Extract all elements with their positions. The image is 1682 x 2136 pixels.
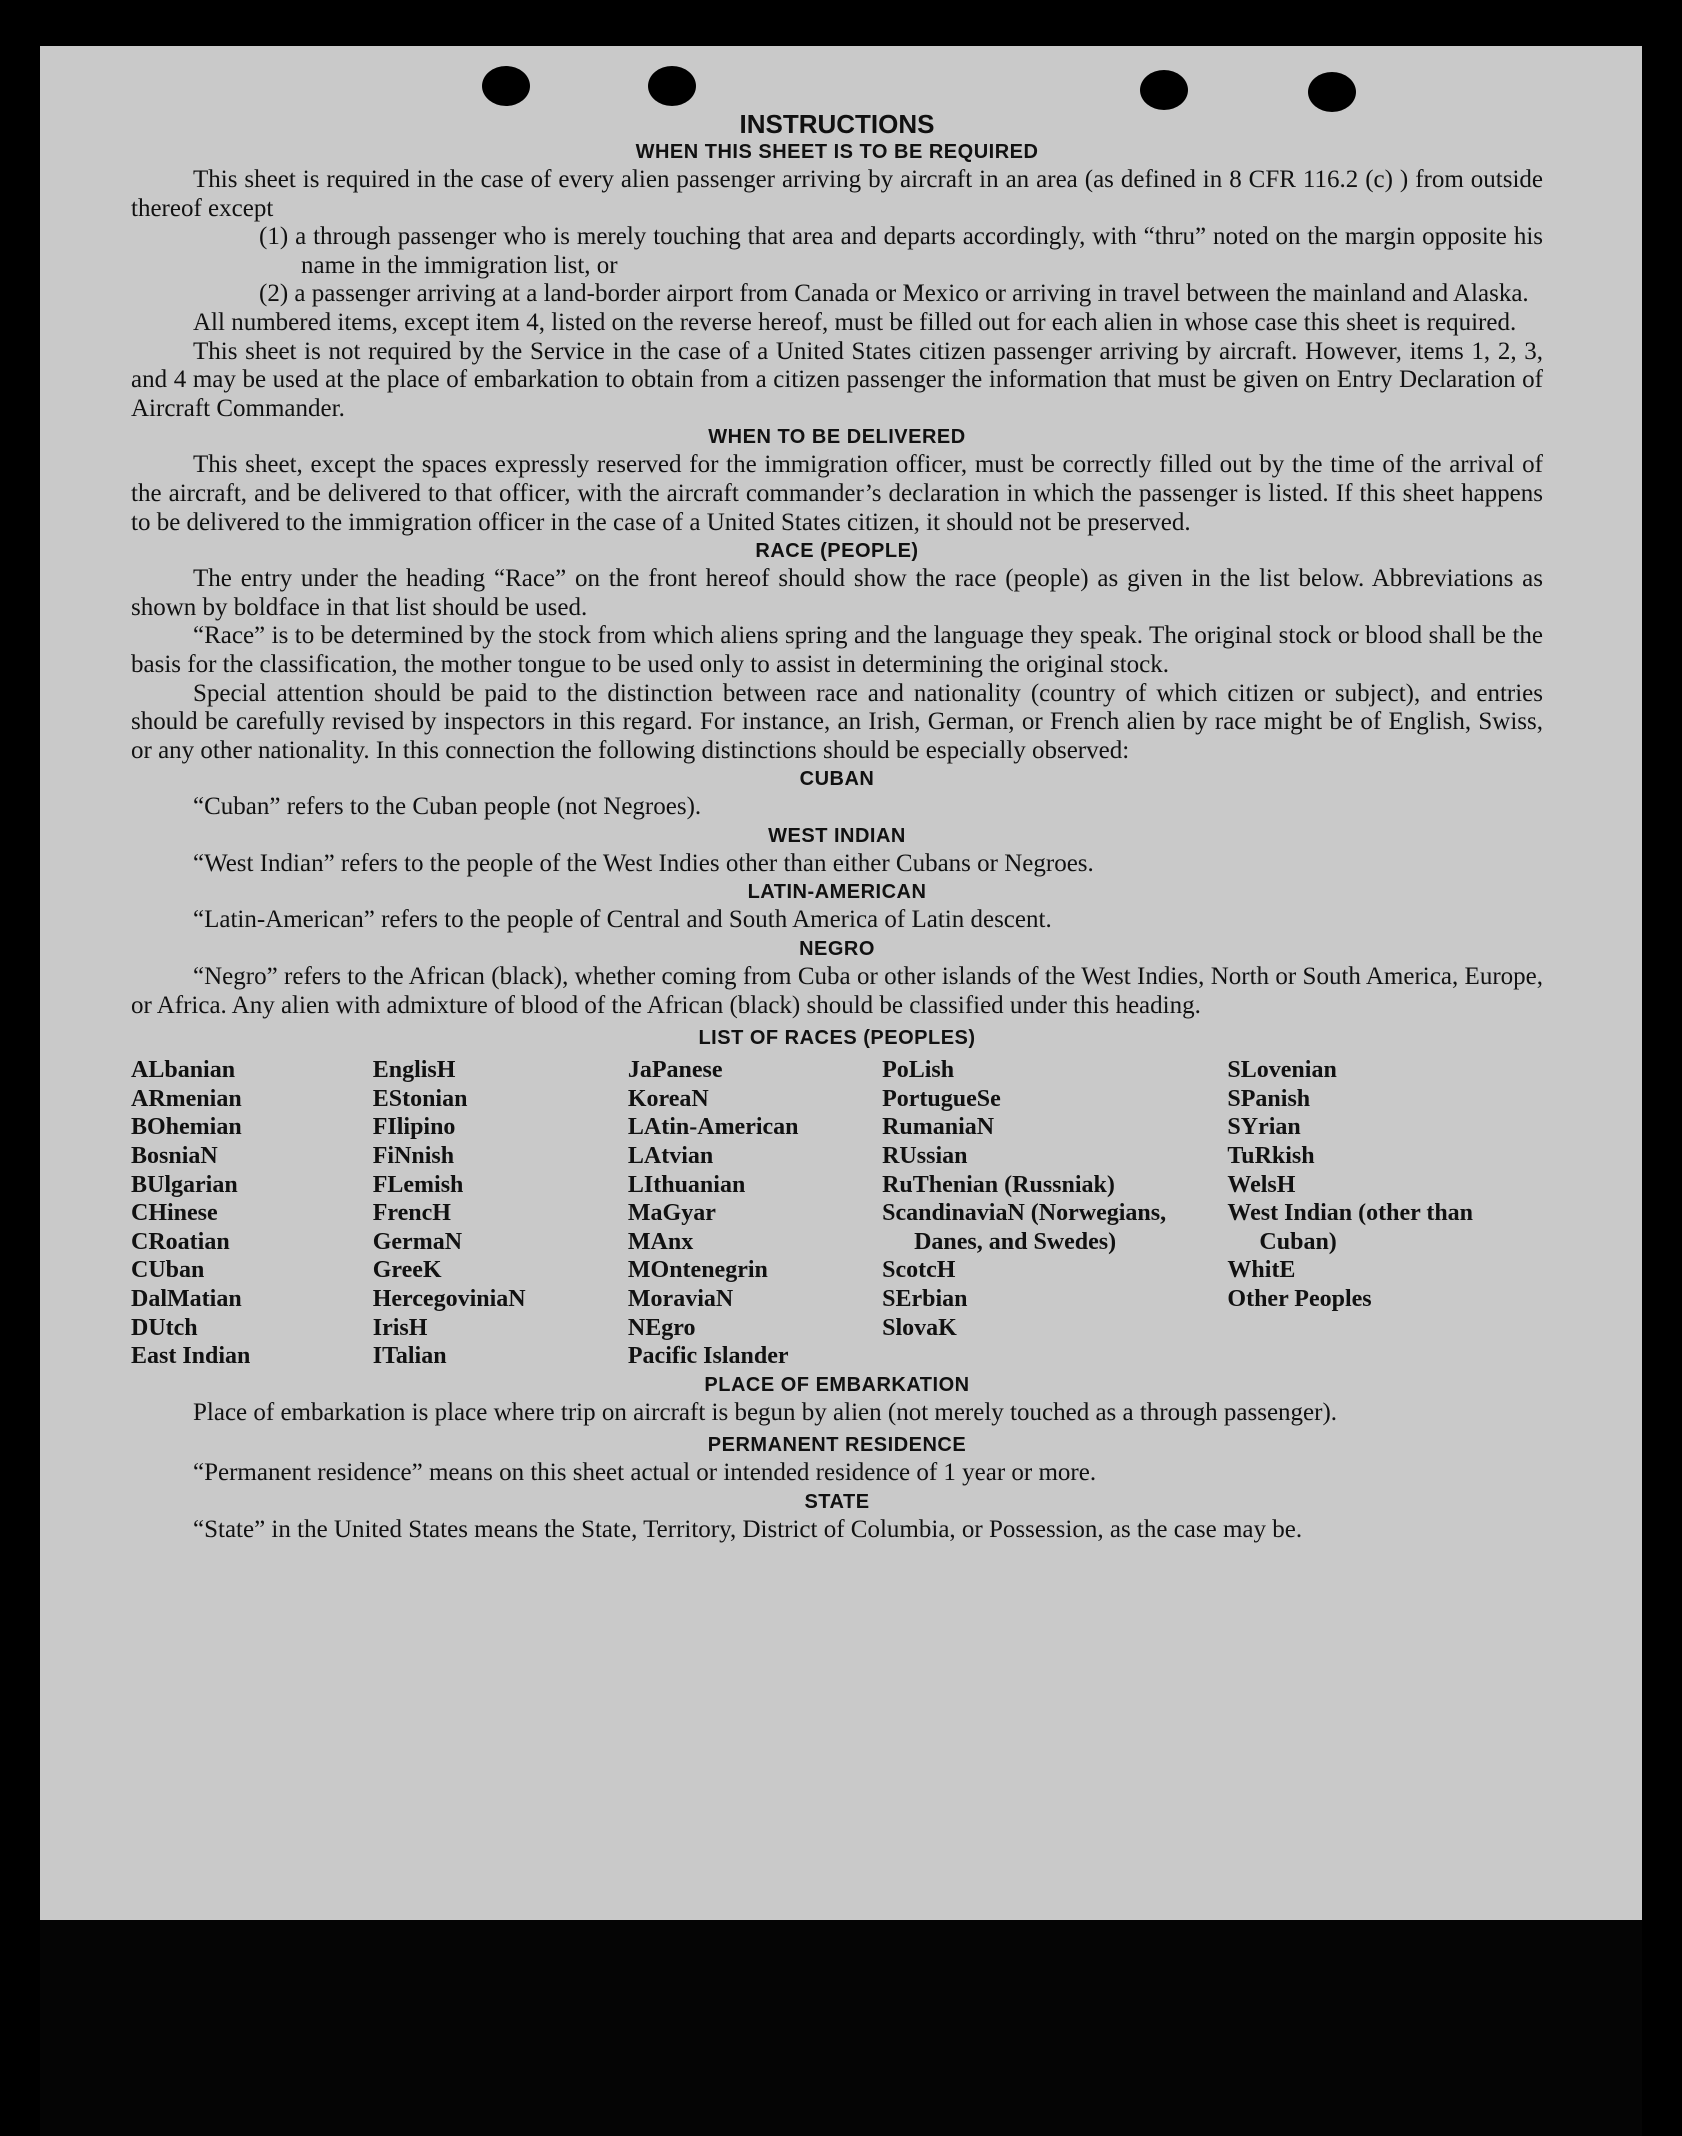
race-entry: LAtvian (627, 1143, 714, 1170)
race-entry: KoreaN (627, 1085, 709, 1112)
race-entry: RumaniaN (882, 1114, 995, 1141)
race-entry: CHinese (131, 1200, 218, 1227)
race-entry: WhitE (1227, 1257, 1296, 1284)
race-column (882, 1056, 1227, 1371)
race-column (1227, 1056, 1543, 1371)
race-entry: ScandinaviaN (Norwegians, Danes, and Swedes) (882, 1200, 1167, 1255)
list-item: (1) a through passenger who is merely touching that area and departs accordingly, with “thru” noted on the margin opposite his name in the immigration list, or (259, 223, 1543, 279)
race-entry: PortugueSe (882, 1085, 1001, 1112)
race-entry: SLovenian (1227, 1057, 1337, 1084)
race-entry: East Indian (131, 1343, 251, 1370)
list-item: (2) a passenger arriving at a land-border airport from Canada or Mexico or arriving in travel between the mainland and Alaska. (259, 280, 1529, 308)
paragraph: “Cuban” refers to the Cuban people (not Negroes). (193, 793, 702, 821)
section-heading: NEGRO (799, 938, 875, 961)
race-entry: MaGyar (627, 1200, 716, 1227)
race-entry: SYrian (1227, 1114, 1301, 1141)
race-column (131, 1056, 373, 1371)
race-entry: RuThenian (Russniak) (882, 1171, 1115, 1198)
paragraph: Special attention should be paid to the distinction between race and nationality (country of which citizen or subject), and entries should be carefully revised by inspectors in this regard. For instance, an Irish, German, or French alien by race might be of English, Swiss, or any other nationality. In this connection the following distinctions should be especially observed: (131, 679, 1543, 764)
race-entry: FLemish (372, 1171, 464, 1198)
race-entry: CRoatian (131, 1228, 230, 1255)
race-entry: FIlipino (372, 1114, 456, 1141)
race-entry: MAnx (627, 1228, 694, 1255)
section-heading: WEST INDIAN (768, 824, 906, 847)
section-heading: WHEN THIS SHEET IS TO BE REQUIRED (635, 141, 1039, 163)
race-entry: LAtin-American (627, 1114, 799, 1141)
race-entry: MOntenegrin (627, 1257, 768, 1284)
race-entry: HercegoviniaN (372, 1286, 526, 1312)
race-entry: ITalian (372, 1343, 447, 1370)
section-heading: LATIN-AMERICAN (747, 881, 927, 904)
race-list (131, 1056, 1543, 1371)
race-entry: SErbian (882, 1286, 968, 1312)
race-entry: BOhemian (131, 1114, 242, 1141)
punch-hole (1308, 72, 1356, 112)
race-entry: JaPanese (627, 1057, 723, 1084)
section-heading: PERMANENT RESIDENCE (707, 1434, 967, 1457)
race-entry: EnglisH (372, 1057, 456, 1084)
race-entry: ALbanian (131, 1057, 236, 1084)
paragraph: All numbered items, except item 4, listed on the reverse hereof, must be filled out for each alien in whose case this sheet is required. (193, 308, 1517, 336)
section-heading: STATE (804, 1490, 870, 1513)
race-entry: Other Peoples (1227, 1286, 1372, 1312)
paragraph: The entry under the heading “Race” on the front hereof should show the race (people) as given in the list below. Abbreviations as shown by boldface in that list should be used. (131, 565, 1543, 621)
race-entry: MoraviaN (627, 1286, 734, 1312)
scan-background (40, 1920, 1642, 2136)
paragraph: Place of embarkation is place where trip on aircraft is begun by alien (not merely touched as a through passenger). (193, 1398, 1338, 1426)
race-entry: FrencH (372, 1200, 451, 1227)
race-entry: WelsH (1227, 1171, 1296, 1198)
section-heading: WHEN TO BE DELIVERED (708, 426, 966, 449)
race-entry: GermaN (372, 1228, 463, 1255)
race-entry: TuRkish (1227, 1143, 1315, 1170)
race-entry: GreeK (372, 1257, 442, 1284)
race-entry: PoLish (882, 1057, 955, 1084)
race-entry: LIthuanian (627, 1171, 746, 1198)
race-column (628, 1056, 882, 1371)
paragraph: “Negro” refers to the African (black), whether coming from Cuba or other islands of the West Indies, North or South America, Europe, or Africa. Any alien with admixture of blood of the African (black) should be classified under this heading. (131, 963, 1543, 1019)
punch-hole (482, 66, 530, 106)
race-entry: SPanish (1227, 1085, 1311, 1112)
race-entry: DalMatian (131, 1286, 242, 1312)
race-entry: ARmenian (131, 1085, 242, 1112)
paragraph: This sheet is required in the case of every alien passenger arriving by aircraft in an area (as defined in 8 CFR 116.2 (c) ) from outside thereof except (131, 166, 1543, 222)
section-heading: CUBAN (799, 768, 875, 791)
race-entry: BUlgarian (131, 1171, 238, 1198)
punch-hole (1140, 70, 1188, 110)
race-entry: DUtch (131, 1314, 198, 1341)
race-entry: NEgro (627, 1314, 696, 1341)
race-entry: CUban (131, 1257, 205, 1284)
section-heading: RACE (PEOPLE) (755, 540, 919, 563)
race-entry: ScotcH (882, 1257, 956, 1284)
paragraph: “Permanent residence” means on this sheet actual or intended residence of 1 year or more. (193, 1459, 1097, 1487)
race-entry: Pacific Islander (627, 1343, 789, 1370)
race-entry: SlovaK (882, 1314, 957, 1341)
race-column (373, 1056, 628, 1371)
paragraph: “Latin-American” refers to the people of Central and South America of Latin descent. (193, 906, 1052, 934)
page-title: INSTRUCTIONS (739, 109, 935, 139)
race-entry: EStonian (372, 1085, 468, 1112)
paragraph: “State” in the United States means the State, Territory, District of Columbia, or Possession, as the case may be. (193, 1515, 1303, 1543)
paragraph: This sheet is not required by the Service in the case of a United States citizen passenger arriving by aircraft. However, items 1, 2, 3, and 4 may be used at the place of embarkation to obtain from a citizen passenger the information that must be given on Entry Declaration of Aircraft Commander. (131, 337, 1543, 422)
race-entry: West Indian (other than Cuban) (1227, 1200, 1474, 1255)
race-entry: BosniaN (131, 1143, 218, 1170)
paragraph: “West Indian” refers to the people of the West Indies other than either Cubans or Negroes. (193, 849, 1094, 877)
race-entry: FiNnish (372, 1143, 455, 1170)
punch-hole (648, 66, 696, 106)
paragraph: “Race” is to be determined by the stock from which aliens spring and the language they speak. The original stock or blood shall be the basis for the classification, the mother tongue to be used only to assist in determining the original stock. (131, 622, 1543, 678)
section-heading: LIST OF RACES (PEOPLES) (698, 1027, 976, 1050)
race-entry: RUssian (882, 1143, 968, 1170)
section-heading: PLACE OF EMBARKATION (704, 1373, 970, 1396)
paragraph: This sheet, except the spaces expressly reserved for the immigration officer, must be correctly filled out by the time of the arrival of the aircraft, and be delivered to that officer, with the aircraft commander’s declaration in which the passenger is listed. If this sheet happens to be delivered to the immigration officer in the case of a United States citizen, it should not be preserved. (131, 451, 1543, 536)
race-entry: IrisH (372, 1314, 428, 1341)
instructions-content (131, 110, 1543, 1545)
